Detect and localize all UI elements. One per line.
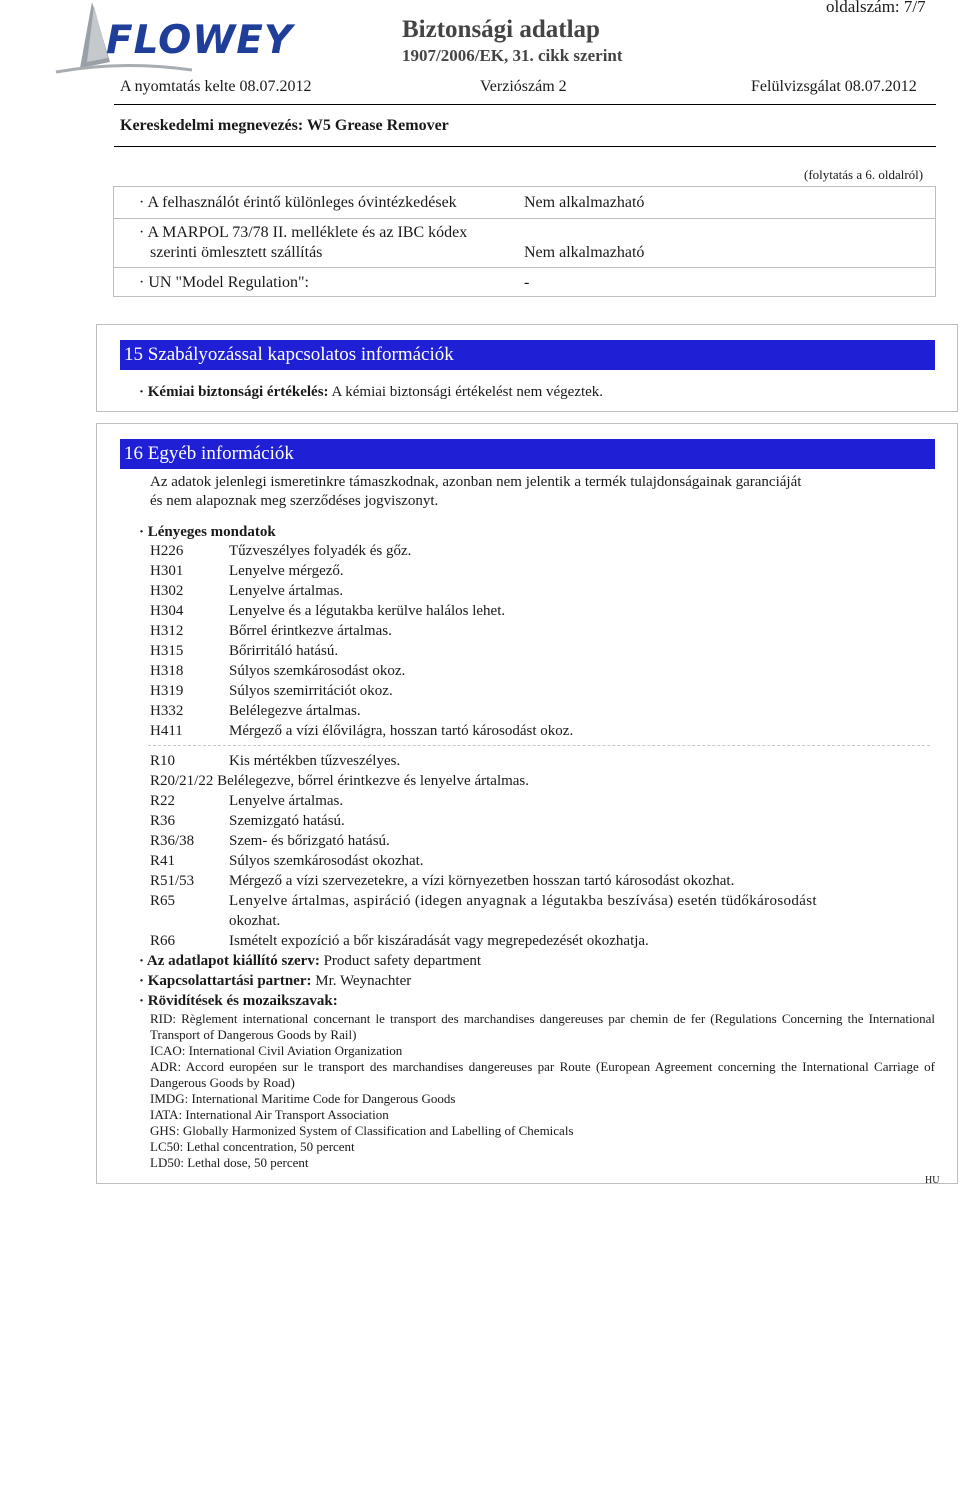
header-rule-bottom (114, 146, 936, 147)
r-statement (150, 811, 345, 831)
abbreviation-item: IATA: International Air Transport Association (150, 1107, 389, 1122)
h-statement (150, 681, 393, 701)
statement-text: Mérgező a vízi szervezetekre, a vízi környezetben hosszan tartó károsodást okozhat. (229, 873, 735, 889)
r-statement (150, 831, 390, 851)
chem-safety-assessment (139, 382, 603, 402)
abbreviation-item: ADR: Accord européen sur le transport des marchandises dangereuses par Route (European Agreement concerning the International Carriage of Dangerous Goods by Road) (150, 1059, 935, 1090)
statement-code: H226 (150, 543, 184, 559)
logo-text: FLOWEY (106, 18, 294, 63)
statement-text: Mérgező a vízi élővilágra, hosszan tartó károsodást okoz. (229, 723, 574, 739)
r-statement (150, 871, 734, 891)
statement-code: R20/21/22 (150, 773, 214, 789)
statement-text: Tűzveszélyes folyadék és gőz. (229, 543, 412, 559)
statement-text: okozhat. (229, 913, 281, 929)
statement-code: H332 (150, 703, 184, 719)
statement-code: R66 (150, 933, 176, 949)
r-statement (150, 771, 529, 791)
h-statement (150, 621, 392, 641)
version: Verziószám 2 (480, 78, 567, 95)
section16-title: 16 Egyéb információk (120, 439, 935, 469)
statement-text: Bőrrel érintkezve ártalmas. (229, 623, 392, 639)
continued-note: (folytatás a 6. oldalról) (804, 167, 924, 182)
row-separator (113, 267, 936, 268)
statement-text: Lenyelve és a légutakba kerülve halálos lehet. (229, 603, 506, 619)
statement-code: R36/38 (150, 833, 195, 849)
statement-code: R51/53 (150, 873, 195, 889)
abbreviation-item: GHS: Globally Harmonized System of Classification and Labelling of Chemicals (150, 1123, 574, 1138)
statement-text: Súlyos szemkárosodást okozhat. (229, 853, 424, 869)
statement-text: Lenyelve mérgező. (229, 563, 344, 579)
r-statement (150, 931, 649, 951)
r-statement (150, 751, 400, 771)
dotted-divider (148, 745, 930, 746)
r-statement (150, 851, 424, 871)
statement-code: R36 (150, 813, 176, 829)
h-statement (150, 581, 343, 601)
abbreviation-item: ICAO: International Civil Aviation Organization (150, 1043, 403, 1058)
h-statement (150, 561, 344, 581)
abbreviation-item: IMDG: International Maritime Code for Dangerous Goods (150, 1091, 456, 1106)
h-statement (150, 541, 411, 561)
doc-subtitle: 1907/2006/EK, 31. cikk szerint (402, 46, 623, 65)
statement-code: H304 (150, 603, 184, 619)
trade-name: Kereskedelmi megnevezés: W5 Grease Remover (120, 117, 449, 134)
statement-code: H312 (150, 623, 184, 639)
statement-text: Ismételt expozíció a bőr kiszáradását vagy megrepedezését okozhatja. (229, 933, 649, 949)
statement-text: Súlyos szemirritációt okoz. (229, 683, 393, 699)
abbreviation-item: RID: Règlement international concernant le transport des marchandises dangereuses par chemin de fer (Regulations Concerning the International Transport of Dangerous Goods by Rail) (150, 1011, 935, 1042)
chem-safety-value: A kémiai biztonsági értékelést nem végeztek. (331, 384, 604, 400)
r-statement (150, 891, 935, 911)
doc-title: Biztonsági adatlap (402, 16, 600, 43)
abbreviations-heading: · Rövidítések és mozaikszavak: (139, 993, 338, 1009)
special-precautions-value: Nem alkalmazható (524, 194, 645, 211)
statement-text: Belélegezve ártalmas. (229, 703, 361, 719)
statement-text: Kis mértékben tűzveszélyes. (229, 753, 401, 769)
statement-code: H302 (150, 583, 184, 599)
issuer-line (139, 951, 481, 971)
page-number: oldalszám: 7/7 (826, 0, 926, 16)
statement-text: Belélegezve, bőrrel érintkezve és lenyelve ártalmas. (217, 773, 530, 789)
h-statement (150, 721, 573, 741)
issuer-value: Product safety department (323, 953, 482, 969)
h-statement (150, 701, 361, 721)
statement-text: Lenyelve ártalmas. (229, 583, 344, 599)
contact-label: · Kapcsolattartási partner: (139, 973, 312, 989)
statement-text: Lenyelve ártalmas. (229, 793, 344, 809)
h-statement (150, 641, 338, 661)
statement-code: R10 (150, 753, 176, 769)
h-statement (150, 601, 505, 621)
chem-safety-label: · Kémiai biztonsági értékelés: (139, 384, 329, 400)
review-date: Felülvizsgálat 08.07.2012 (751, 78, 917, 95)
statement-code: H411 (150, 723, 183, 739)
statement-text: Lenyelve ártalmas, aspiráció (idegen anyagnak a légutakba beszívása) esetén tüdőkárosodást (229, 893, 817, 909)
statement-code: R41 (150, 853, 176, 869)
special-precautions-label: · A felhasználót érintő különleges óvintézkedések (139, 194, 457, 211)
statement-text: Súlyos szemkárosodást okoz. (229, 663, 406, 679)
statement-code: H301 (150, 563, 184, 579)
abbreviation-item: LD50: Lethal dose, 50 percent (150, 1155, 309, 1170)
contact-line (139, 971, 411, 991)
marpol-label-line1: · A MARPOL 73/78 II. melléklete és az IBC kódex (139, 224, 468, 241)
header-rule-top (114, 104, 936, 105)
row-separator (113, 218, 936, 219)
language-code: HU (925, 1175, 940, 1186)
relevant-phrases-heading: · Lényeges mondatok (139, 524, 276, 540)
marpol-value: Nem alkalmazható (524, 244, 645, 261)
un-model-value: - (524, 274, 530, 291)
abbreviation-item: LC50: Lethal concentration, 50 percent (150, 1139, 355, 1154)
issuer-label: · Az adatlapot kiállító szerv: (139, 953, 320, 969)
statement-code: H319 (150, 683, 184, 699)
marpol-label-line2: szerinti ömlesztett szállítás (150, 244, 323, 261)
statement-text: Szemizgató hatású. (229, 813, 345, 829)
section15-title: 15 Szabályozással kapcsolatos információk (120, 340, 935, 370)
contact-value: Mr. Weynachter (315, 973, 412, 989)
r-statement-continuation (229, 911, 280, 931)
flowey-logo (52, 0, 302, 78)
statement-code: H318 (150, 663, 184, 679)
print-date: A nyomtatás kelte 08.07.2012 (120, 78, 312, 95)
h-statement (150, 661, 405, 681)
statement-text: Bőrirritáló hatású. (229, 643, 339, 659)
statement-text: Szem- és bőrizgató hatású. (229, 833, 390, 849)
section16-intro-line2: és nem alapoznak meg szerződéses jogviszonyt. (150, 493, 439, 509)
statement-code: H315 (150, 643, 184, 659)
un-model-label: · UN "Model Regulation": (139, 274, 309, 291)
r-statement (150, 791, 343, 811)
statement-code: R22 (150, 793, 176, 809)
section16-intro-line1: Az adatok jelenlegi ismeretinkre támaszkodnak, azonban nem jelentik a termék tulajdonságainak garanciáját (150, 474, 802, 490)
statement-code: R65 (150, 893, 176, 909)
